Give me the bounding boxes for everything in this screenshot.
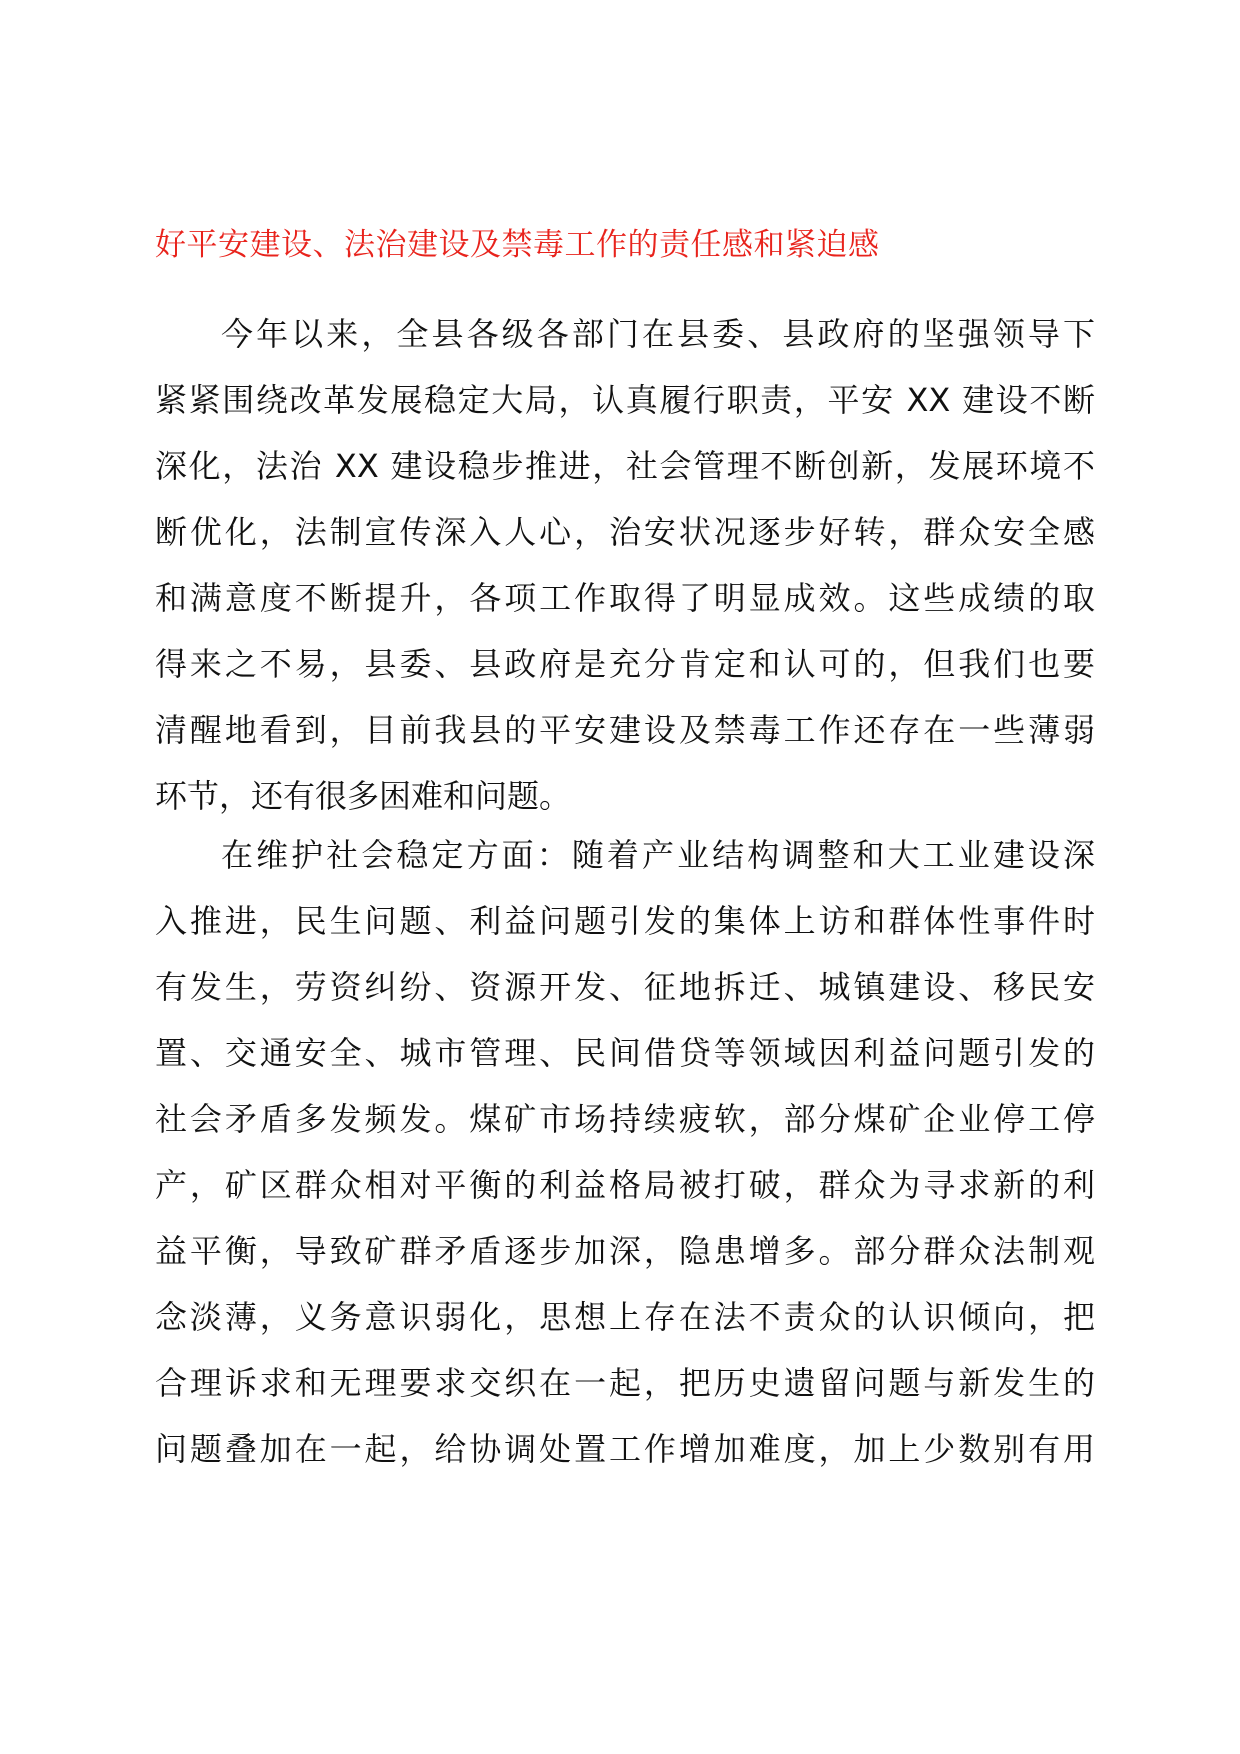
paragraph-line: 和满意度不断提升，各项工作取得了明显成效。这些成绩的取 — [155, 579, 1095, 617]
paragraph-line: 清醒地看到，目前我县的平安建设及禁毒工作还存在一些薄弱 — [155, 711, 1095, 749]
paragraph-line: 合理诉求和无理要求交织在一起，把历史遗留问题与新发生的 — [155, 1364, 1095, 1402]
paragraph-line: 社会矛盾多发频发。煤矿市场持续疲软，部分煤矿企业停工停 — [155, 1100, 1095, 1138]
paragraph-line: 产，矿区群众相对平衡的利益格局被打破，群众为寻求新的利 — [155, 1166, 1095, 1204]
paragraph-line: 今年以来，全县各级各部门在县委、县政府的坚强领导下 — [221, 315, 1095, 353]
section-heading: 好平安建设、法治建设及禁毒工作的责任感和紧迫感 — [155, 227, 880, 263]
paragraph-line: 置、交通安全、城市管理、民间借贷等领域因利益问题引发的 — [155, 1034, 1095, 1072]
paragraph-line: 问题叠加在一起，给协调处置工作增加难度，加上少数别有用 — [155, 1430, 1095, 1468]
paragraph-line: 断优化，法制宣传深入人心，治安状况逐步好转，群众安全感 — [155, 513, 1095, 551]
paragraph-line: 念淡薄，义务意识弱化，思想上存在法不责众的认识倾向，把 — [155, 1298, 1095, 1336]
paragraph-line: 在维护社会稳定方面：随着产业结构调整和大工业建设深 — [221, 836, 1095, 874]
paragraph-social-stability — [155, 822, 1095, 1482]
paragraph-line: 深化，法治 XX 建设稳步推进，社会管理不断创新，发展环境不 — [155, 447, 1095, 485]
paragraph-line: 得来之不易，县委、县政府是充分肯定和认可的，但我们也要 — [155, 645, 1095, 683]
paragraph-line: 紧紧围绕改革发展稳定大局，认真履行职责，平安 XX 建设不断 — [155, 381, 1095, 419]
paragraph-achievements — [155, 301, 1095, 829]
paragraph-line: 益平衡，导致矿群矛盾逐步加深，隐患增多。部分群众法制观 — [155, 1232, 1095, 1270]
paragraph-line: 环节，还有很多困难和问题。 — [155, 777, 572, 815]
paragraph-line: 有发生，劳资纠纷、资源开发、征地拆迁、城镇建设、移民安 — [155, 968, 1095, 1006]
paragraph-line: 入推进，民生问题、利益问题引发的集体上访和群体性事件时 — [155, 902, 1095, 940]
